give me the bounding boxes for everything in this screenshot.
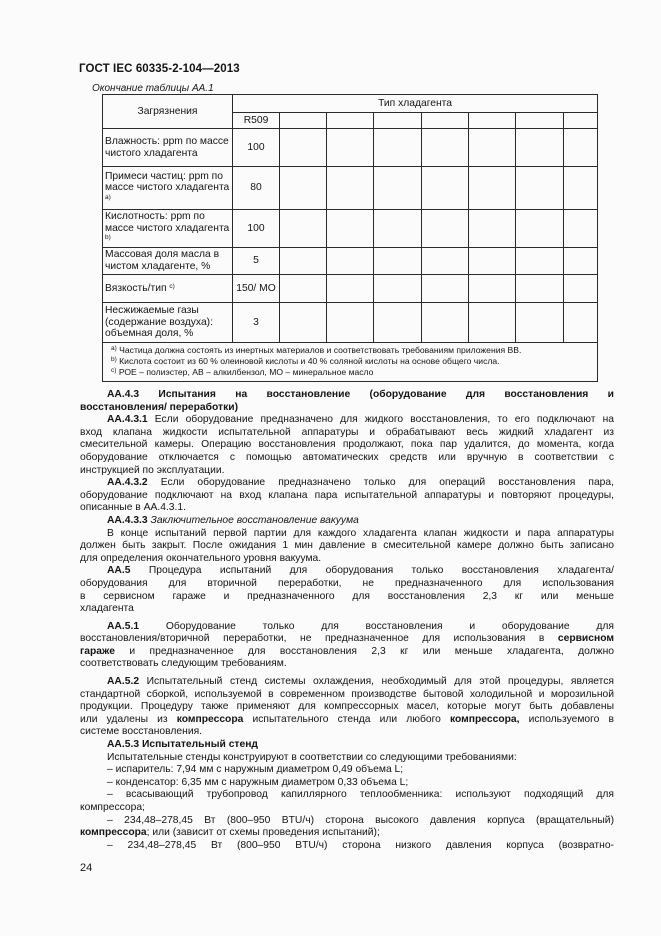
footnote-ref: a) [105, 193, 111, 201]
footnote-c: $^{c)}$ РОЕ – полиэстер, АВ – алкилбензол, МО – минеральное масло [111, 367, 374, 377]
row-value: 80 [233, 167, 280, 210]
row-value: 3 [233, 303, 280, 343]
table-row [103, 275, 598, 303]
row-value: 100 [233, 129, 280, 167]
section-aa-4-3-2: АА.4.3.2 Если оборудование предназначено только для операций восстановления пара, оборудование подключают на вход клапана пара испытательной аппаратуры и повторяют процедуры, описанные в АА.4.3.1. [80, 477, 614, 514]
row-value: 150/ МО [233, 275, 280, 303]
table-row [103, 129, 598, 167]
page-number: 24 [80, 862, 93, 874]
section-aa-4-3-heading: АА.4.3 Испытания на восстановление (оборудование для восстановления и восстановления/ переработки) [80, 389, 614, 413]
row-value: 100 [233, 210, 280, 248]
row-label: Кислотность: ppm по массе чистого хладагента $^{b)}$ [103, 210, 233, 248]
list-item: – 234,48–278,45 Вт (800–950 BTU/ч) сторона высокого давления корпуса (вращательный) [107, 814, 614, 826]
header-refrigerant-r509: R509 [233, 113, 280, 129]
list-item: – 234,48–278,45 Вт (800–950 BTU/ч) сторона низкого давления корпуса (возвратно- [107, 839, 614, 851]
header-refrigerant-type: Тип хладагента [233, 95, 598, 113]
list-item: – всасывающий трубопровод капиллярного теплообменника: используют подходящий для [107, 789, 614, 801]
footnote-ref: b) [105, 234, 111, 242]
section-aa-5-3: АА.5.3 Испытательный стенд Испытательные стенды конструируют в соответствии со следующими требованиями: – испаритель: 7,94 мм с наружным диаметром 0,49 объема L; – конденсатор: 6,35 мм с наружным диаметром 0,33 объема L; – всасывающий трубопровод капиллярного теплообменника: используют подходящий для компрессора; – 234,48–278,45 Вт (800–950 BTU/ч) сторона высокого давления корпуса (вращательный) компрессора; или (зависит от схемы проведения испытаний); – 234,48–278,45 Вт (800–950 BTU/ч) сторона низкого давления корпуса (возвратно- [80, 739, 614, 851]
footnote-b: $^{b)}$ Кислота состоит из 60 % олеиновой кислоты и 40 % соляной кислоты на основе общего числа. [111, 356, 500, 366]
header-empty-cell [469, 113, 516, 129]
body-text [80, 389, 614, 852]
section-aa-4-3-1: АА.4.3.1 Если оборудование предназначено для жидкого восстановления, то его подключают на вход клапана жидкости испытательной аппаратуры и обрабатывают весь жидкий хладагент из смесительной камеры. Операцию восстановления продолжают, пока пар удалится, до момента, когда оборудование отключается с помощью автоматических средств или вручную в соответствии с инструкцией по эксплуатации. [80, 414, 614, 476]
list-item: – конденсатор: 6,35 мм с наружным диаметром 0,33 объема L; [107, 776, 409, 788]
table-row [103, 303, 598, 343]
header-empty-cell [564, 113, 598, 129]
paragraph-vacuum: В конце испытаний первой партии для каждого хладагента клапан жидкости и пара аппаратуры должен быть закрыт. После ожидания 1 мин давление в смесительной камере должно быть записано для определения окончательного уровня вакуума. [80, 527, 614, 564]
header-empty-cell [374, 113, 422, 129]
footnote-ref: c) [169, 282, 175, 290]
table-row [103, 248, 598, 275]
row-label: Влажность: ppm по массе чистого хладагента [103, 129, 233, 167]
standard-code-header: ГОСТ IEC 60335-2-104—2013 [79, 63, 240, 75]
header-empty-cell [327, 113, 374, 129]
header-contaminants: Загрязнения [103, 95, 233, 129]
header-empty-cell [516, 113, 564, 129]
header-empty-cell [422, 113, 469, 129]
row-label: Примеси частиц: ppm по массе чистого хладагента $^{a)}$ [103, 167, 233, 210]
table-footnotes [103, 343, 598, 382]
section-aa-5-2: АА.5.2 Испытательный стенд системы охлаждения, необходимый для этой процедуры, является стандартной сборкой, используемой в современном производстве бытовой холодильной и морозильной продукции. Процедуру также применяют для компрессорных масел, которые могут быть добавлены или удалены из компрессора испытательного стенда или любого компрессора, используемого в системе восстановления. [80, 676, 614, 738]
row-value: 5 [233, 248, 280, 275]
table-row [103, 167, 598, 210]
row-label: Несжижаемые газы (содержание воздуха): объемная доля, % [103, 303, 233, 343]
section-aa-5: АА.5 Процедура испытаний для оборудования только восстановления хладагента/ оборудования для вторичной переработки, не предназначенного для использования в сервисном гараже и предназначенного для восстановления 2,3 кг или меньше хладагента [80, 565, 614, 615]
header-empty-cell [280, 113, 327, 129]
footnote-a: $^{a)}$ Частица должна состоять из инертных материалов и соответствовать требованиям приложения ВВ. [111, 345, 522, 355]
table-row [103, 210, 598, 248]
table-footnotes-row [103, 343, 598, 382]
table-caption: Окончание таблицы АА.1 [92, 83, 214, 94]
contaminants-table [102, 94, 598, 382]
section-aa-5-1: АА.5.1 Оборудование только для восстановления и оборудование для восстановления/вторичной переработки, не предназначенное для использования в сервисном гараже и предназначенное для восстановления 2,3 кг или меньше хладагента, должно соответствовать следующим требованиям. [80, 620, 614, 670]
row-label: Вязкость/тип $^{c)}$ [103, 275, 233, 303]
list-item: – испаритель: 7,94 мм с наружным диаметром 0,49 объема L; [107, 764, 404, 776]
section-aa-4-3-3-heading: АА.4.3.3 Заключительное восстановление вакуума [107, 514, 359, 526]
row-label: Массовая доля масла в чистом хладагенте, % [103, 248, 233, 275]
